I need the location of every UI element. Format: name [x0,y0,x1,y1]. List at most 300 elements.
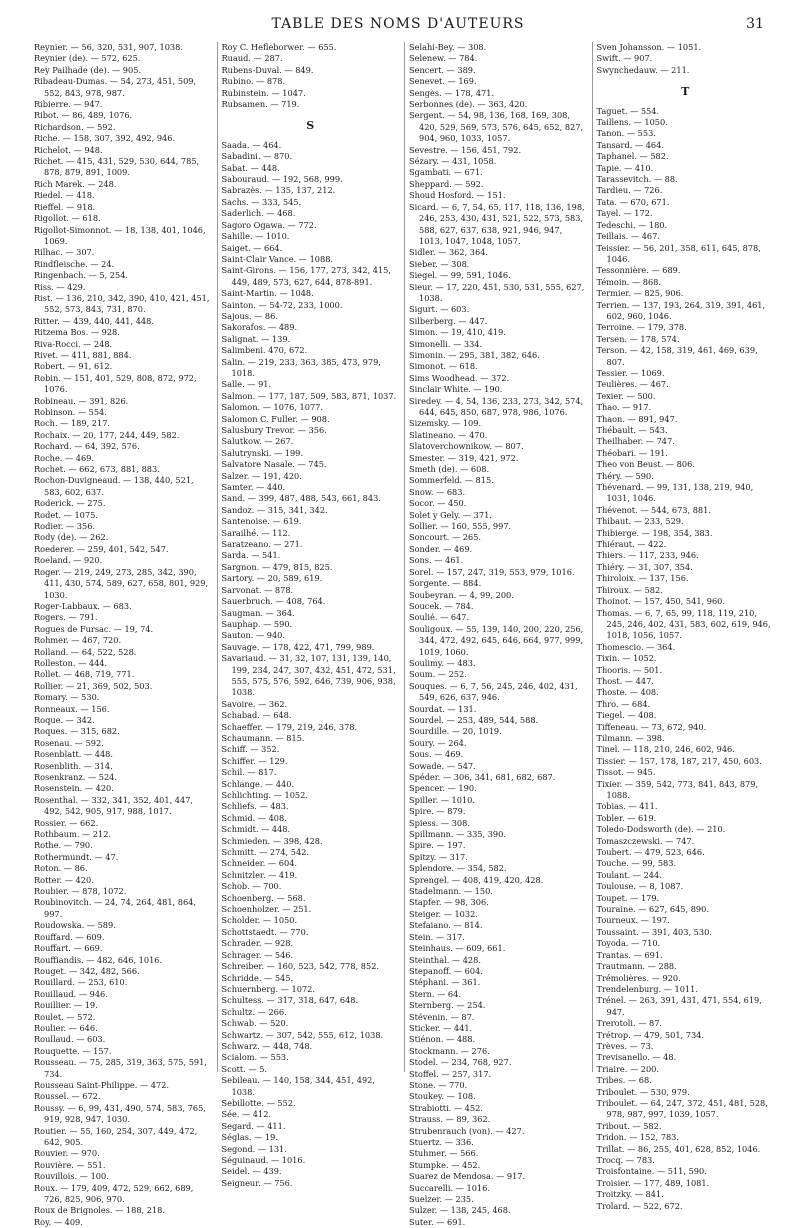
index-entry: Texier. — 500. [596,390,656,401]
index-entry: Suarez de Mendosa. — 917. [409,1171,526,1182]
index-entry: Sée. — 412. [221,1109,272,1120]
index-entry: Schreiber. — 160, 523, 542, 778, 852. [221,961,380,972]
index-entry: Schmitt. — 274, 542. [221,847,309,858]
index-entry: Salin. — 219, 233, 363, 385, 473, 979, 1018. [221,356,381,378]
index-entry: Tiegel. — 408. [596,710,657,721]
index-entry: Sartory. — 20, 589, 619. [221,573,323,584]
index-entry: Séglas. — 19. [221,1132,278,1143]
index-entry: Roger-Labbaux. — 683. [34,600,132,611]
index-entry: Slatineano. — 470. [409,429,488,440]
index-entry: Swynchedauw. — 211. [596,64,690,75]
index-entry: Roussel. — 672. [34,1091,101,1102]
index-entry: Stodel. — 234, 768, 927. [409,1057,512,1068]
index-entry: Thoinot. — 157, 450, 541, 960. [596,596,725,607]
index-column-2 [221,42,400,1188]
index-entry: Strauss. — 89, 362. [409,1114,491,1125]
index-entry: Tilmann. — 398. [596,732,665,743]
index-entry: Suelzer. — 235. [409,1194,474,1205]
index-entry: Robineau. — 391, 826. [34,395,129,406]
index-entry: Sargnon. — 479, 815, 825. [221,561,333,572]
index-entry: Rousseau. — 75, 285, 319, 363, 575, 591, 734. [34,1057,207,1079]
index-columns [34,42,774,1227]
index-entry: Toussaint. — 391, 403, 530. [596,926,712,937]
index-entry: Touche. — 99, 583. [596,858,677,869]
index-entry: Rouffiandis. — 482, 646, 1016. [34,954,163,965]
index-entry: Rouvier. — 970. [34,1148,100,1159]
index-entry: Taillens. — 1050. [596,117,668,128]
index-entry: Rogers. — 791. [34,612,98,623]
index-entry: Roubinovitch. — 24, 74, 264, 481, 864, 997. [34,897,196,919]
index-entry: Rouillier. — 19. [34,1000,98,1011]
index-entry: Rouget. — 342, 482, 566. [34,965,140,976]
index-entry: Roque. — 342. [34,714,95,725]
index-entry: Troisier. — 177, 489, 1081. [596,1177,710,1188]
index-entry: Sauton. — 940. [221,630,285,641]
index-entry: Rochard. — 64, 392, 576. [34,441,140,452]
index-entry: Salomon. — 1076, 1077. [221,402,323,413]
index-entry: Sourdat. — 131. [409,703,477,714]
index-entry: Rolleston. — 444. [34,657,108,668]
index-entry: Tridon. — 152, 783. [596,1132,679,1143]
index-entry: Rigollot-Simonnot. — 18, 138, 401, 1046, 1069. [34,224,206,246]
index-column-3 [409,42,587,1227]
index-entry: Sachs. — 333, 545. [221,196,302,207]
index-entry: Tixier. — 359, 542, 773, 841, 843, 879, 1088. [596,778,759,800]
index-entry: Rohmer. — 467, 720. [34,635,122,646]
index-entry: Theilhaber. — 747. [596,436,675,447]
index-entry: Ritter. — 439, 440, 441, 448. [34,315,154,326]
running-head [32,12,764,36]
index-entry: Sidler. — 362, 364. [409,247,489,258]
index-entry: Rubens-Duval. — 849. [221,64,314,75]
index-entry: Schiff. — 352. [221,744,280,755]
index-entry: Roulier. — 646. [34,1022,98,1033]
index-entry: Silberberg. — 447. [409,315,488,326]
index-entry: Reynier. — 56, 320, 531, 907, 1038. [34,42,183,52]
index-entry: Steinthal. — 428. [409,954,481,965]
index-entry: Toubert. — 479, 523, 646. [596,847,705,858]
index-entry: Touraine. — 627, 645, 890. [596,904,709,915]
index-entry: Thao. — 917. [596,402,652,413]
index-entry: Siredey. — 4, 54, 136, 233, 273, 342, 574, 644, 645, 850, 687, 978, 986, 1076. [409,395,584,417]
index-entry: Riss. — 429. [34,281,86,292]
index-entry: Rody (de). — 262. [34,532,109,543]
index-entry: Schwab. — 520. [221,1018,289,1029]
index-entry: Santenoise. — 619. [221,516,302,527]
index-entry: Spitzy. — 317. [409,851,468,862]
index-entry: Saiget. — 664. [221,242,283,253]
index-entry: Trantas. — 691. [596,949,663,960]
index-entry: Selenew. — 784. [409,53,478,64]
page-number: 31 [746,16,764,32]
index-entry: Richardson. — 592. [34,121,116,132]
index-entry: Roger. — 219, 249, 273, 285, 342, 390, 411, 430, 574, 589, 627, 658, 801, 929, 1030. [34,566,209,600]
index-entry: Sand. — 399, 487, 488, 543, 661, 843. [221,493,381,504]
index-column-1 [34,42,212,1227]
index-entry: Sonder. — 469. [409,543,473,554]
index-entry: Tessonnière. — 689. [596,265,681,276]
index-entry: Roederer. — 259, 401, 542, 547. [34,543,169,554]
index-entry: Stapfer. — 98, 306. [409,897,489,908]
index-entry: Rosenstein. — 420. [34,783,114,794]
index-entry: Roux. — 179, 409, 472, 529, 662, 689, 726, 825, 906, 970. [34,1182,194,1205]
index-entry: Simon. — 19, 410, 419. [409,327,506,338]
index-entry: Slatoverchownikow. — 807. [409,441,524,452]
index-entry: Teulières. — 467. [596,379,669,390]
index-entry: Schmieden. — 398, 428. [221,835,323,846]
index-entry: Salvatore Nasale. — 745. [221,459,327,470]
index-entry: Sven Johansson. — 1051. [596,42,702,52]
index-entry: Tapie. — 410. [596,162,654,173]
index-entry: Troisfontaine. — 511, 590. [596,1166,707,1177]
index-entry: Stein. — 317. [409,931,465,942]
index-entry: Savoire. — 362. [221,698,288,709]
index-entry: Saratzeano. — 271. [221,539,303,550]
index-entry: Saugman. — 364. [221,607,295,618]
index-entry: Rochaix. — 20, 177, 244, 449, 582. [34,429,180,440]
index-entry: Roullaud. — 603. [34,1034,106,1045]
index-entry: Sims Woodhead. — 372. [409,372,510,383]
index-entry: Thomas. — 6, 7, 65, 99, 118, 119, 210, 245, 246, 402, 431, 583, 602, 619, 946, 1018, 1056, 1057. [596,607,771,641]
index-entry: Stockmann. — 276. [409,1045,490,1056]
index-entry: Tinel. — 118, 210, 246, 602, 946. [596,744,735,755]
index-entry: Rich Marek. — 248. [34,178,117,189]
index-entry: Smeth (de). — 608. [409,464,490,475]
index-entry: Thomescio. — 364. [596,641,676,652]
index-entry: Solet y Gely. — 371. [409,509,492,520]
index-entry: Romary. — 530. [34,692,100,703]
index-entry: Rochet. — 662, 673, 881, 883. [34,464,160,475]
index-entry: Toulant. — 244. [596,869,662,880]
index-entry: Sommerfeld. — 815. [409,475,494,486]
index-entry: Simonelli. — 334. [409,338,483,349]
index-entry: Sagoro Ogawa. — 772. [221,219,317,230]
index-entry: Trétrop. — 479, 501, 734. [596,1029,704,1040]
index-entry: Sabadini. — 870. [221,151,293,162]
index-entry: Schil. — 817. [221,767,277,778]
index-entry: Salimbeni. 470, 672. [221,345,308,356]
index-entry: Schnitzler. — 419. [221,869,298,880]
index-entry: Salmon. — 177, 187, 509, 583, 871, 1037. [221,390,397,401]
index-entry: Thiéry. — 31, 307, 354. [596,561,693,572]
index-entry: Sarvonat. — 878. [221,584,294,595]
index-entry: Schlange. — 440. [221,778,295,789]
index-entry: Rosenau. — 592. [34,737,104,748]
index-entry: Taguet. — 554. [596,105,660,116]
index-entry: Schridde. — 545. [221,972,294,983]
index-entry: Stéphani. — 361. [409,977,481,988]
index-entry: Selahi-Bey. — 308. [409,42,487,52]
index-entry: Simonin. — 295, 381, 382, 646. [409,349,540,360]
index-entry: Trerotoli. — 87. [596,1018,663,1029]
index-entry: Schrader. — 928. [221,938,294,949]
index-entry: Sourdille. — 20, 1019. [409,726,502,737]
index-entry: Stoffel. — 257, 317. [409,1068,492,1079]
index-entry: Sauphap. — 590. [221,618,293,629]
index-entry: Schneider. — 604. [221,858,298,869]
index-entry: Stone. — 770. [409,1079,468,1090]
index-entry: Sebillotte. — 552. [221,1097,296,1108]
index-entry: Rosenblatt. — 448. [34,749,113,760]
index-entry: Sakorafos. — 489. [221,322,298,333]
index-entry: Soum. — 252. [409,669,467,680]
index-entry: Robin. — 151, 401, 529, 808, 872, 972, 1076. [34,372,197,395]
index-entry: Stuertz. — 336. [409,1137,474,1147]
index-entry: Savariaud. — 31, 32, 107, 131, 139, 140, 199, 234, 247, 307, 432, 451, 472, 531, 555, 575, 576, 592, 646, 739, 906, 938, 1038. [221,653,396,698]
index-entry: Toulouse. — 8, 1087. [596,881,684,892]
index-entry: Roy. — 409. [34,1216,83,1227]
index-entry: Sowade. — 547. [409,760,476,771]
index-entry: Stoukey. — 108. [409,1091,476,1102]
index-entry: Thost. — 447. [596,675,654,686]
index-entry: Tixin. — 1052. [596,653,657,664]
index-entry: Sarailhé. — 112. [221,527,291,538]
index-entry: Tribes. — 68. [596,1075,652,1086]
index-entry: Sorgente. — 884. [409,578,482,589]
index-entry: Tessier. — 1069. [596,367,665,378]
index-entry: Schmidt. — 448. [221,824,291,835]
index-entry: Saada. — 464. [221,139,282,150]
index-entry: Schultess. — 317, 318, 647, 648. [221,995,359,1006]
index-entry: Rouquette. — 157. [34,1045,112,1056]
index-entry: Schottstaedt. — 770. [221,926,309,937]
index-entry: Terroine. — 179, 378. [596,322,687,333]
index-entry: Théry. — 590. [596,470,654,481]
index-entry: Seigneur. — 756. [221,1177,293,1188]
index-entry: Sticker. — 441. [409,1022,473,1033]
index-entry: Rubsamen. — 719. [221,99,300,110]
index-entry: Rothe. — 790. [34,840,93,851]
index-entry: Salignat. — 139. [221,333,291,344]
index-entry: Triaire. — 200. [596,1063,659,1074]
index-entry: Sencert. — 389. [409,64,476,75]
index-entry: Ribierre. — 947. [34,99,103,110]
index-entry: Tansard. — 464. [596,139,664,150]
index-entry: Rollier. — 21, 369, 502, 503. [34,680,153,691]
index-entry: Rist. — 136, 210, 342, 390, 410, 421, 451, 552, 573, 843, 731, 870. [34,292,210,315]
index-entry: Souligoux. — 55, 139, 140, 200, 220, 256, 344, 472, 492, 645, 646, 664, 977, 999, 1019, 1060. [409,623,584,657]
index-entry: Roche. — 469. [34,452,95,463]
index-entry: Trillat. — 86, 255, 401, 628, 852, 1046. [596,1143,761,1154]
index-entry: Theo von Beust. — 806. [596,459,695,470]
index-entry: Tissot. — 945. [596,767,656,778]
index-entry: Rousseau Saint-Philippe. — 472. [34,1079,170,1090]
index-entry: Tardieu. — 726. [596,185,663,196]
index-entry: Schlichting. — 1052. [221,790,308,800]
index-entry: Teillais. — 467. [596,231,660,242]
index-entry: Sorel. — 157, 247, 319, 553, 979, 1016. [409,566,575,577]
index-entry: Thiroux. — 582. [596,584,663,595]
index-entry: Rouvillois. — 100. [34,1171,109,1182]
index-entry: Souques. — 6, 7, 56, 245, 246, 402, 431, 549, 626, 637, 946. [409,680,578,703]
index-entry: Sevestre. — 156, 451, 792. [409,144,522,155]
index-entry: Rolland. — 64, 522, 528. [34,646,137,657]
index-entry: Tersen. — 178, 574. [596,333,680,344]
index-entry: Scott. — 5. [221,1063,268,1074]
index-entry: Trénel. — 263, 391, 431, 471, 554, 619, 947. [596,995,762,1017]
index-entry: Thévenot. — 544, 673, 881. [596,504,711,515]
index-entry: Riva-Rocci. — 248. [34,338,113,349]
index-entry: Rodet. — 1075. [34,509,98,520]
index-entry: Rey Pailhade (de). — 905. [34,64,142,75]
index-entry: Tissier. — 157, 178, 187, 217, 450, 603. [596,755,762,766]
index-entry: Rogues de Fursac. — 19, 74. [34,623,154,634]
index-entry: Schoenholzer. — 251. [221,904,312,915]
index-entry: Saint-Girons. — 156, 177, 273, 342, 415, 449, 489, 573, 627, 644, 878-891. [221,265,391,287]
index-entry: Shoud Hosford. — 151. [409,190,506,201]
index-entry: Roux de Brignoles. — 188, 218. [34,1205,165,1216]
index-entry: Roques. — 315, 682. [34,726,120,737]
index-entry: Trevisanello. — 48. [596,1052,677,1063]
index-entry: Salomon C. Fuller. — 908. [221,413,330,424]
index-entry: Sabouraud. — 192, 568, 999. [221,174,343,185]
index-entry: Spiess. — 308. [409,817,470,828]
index-entry: Schabad. — 648. [221,710,292,721]
index-entry: Tobias. — 411. [596,801,658,812]
index-entry: Rindfleische. — 24. [34,258,115,269]
index-entry: Socor. — 450. [409,498,467,509]
index-entry: Sieber. — 308. [409,258,470,269]
index-entry: Spillmann. — 335, 390. [409,829,506,840]
index-entry: Tiffeneau. — 73, 672, 940. [596,721,707,732]
index-entry: Schob. — 700. [221,881,282,892]
index-entry: Soury. — 264. [409,737,467,748]
index-entry: Sourdel. — 253, 489, 544, 588. [409,714,539,725]
index-entry: Sengès. — 178, 471. [409,87,495,98]
index-entry: Strubenrauch (von). — 427. [409,1125,525,1136]
index-entry: Tribout. — 582. [596,1120,662,1131]
index-entry: Schrager. — 546. [221,949,294,960]
page-title: TABLE DES NOMS D'AUTEURS [271,16,525,32]
index-entry: Soulié. — 647. [409,612,470,623]
index-entry: Tedeschi. — 180. [596,219,668,230]
index-entry: Taphanel. — 582. [596,151,669,162]
index-entry: Schultz. — 266. [221,1006,287,1017]
index-entry: Trémolières. — 920. [596,972,681,983]
index-entry: Sprengel. — 408, 419, 420, 428. [409,874,544,885]
index-entry: Sabat. — 448. [221,162,280,173]
index-entry: Tata. — 670, 671. [596,196,670,207]
index-entry: Terrien. — 137, 193, 264, 319, 391, 461, 602, 960, 1046. [596,299,766,321]
index-entry: Rotter. — 420. [34,874,94,885]
index-entry: Trèves. — 73. [596,1040,654,1051]
index-entry: Roton. — 86. [34,863,88,874]
index-entry: Rothbaum. — 212. [34,829,112,840]
index-entry: Roudowska. — 589. [34,920,116,931]
index-entry: Sous. — 469. [409,749,464,760]
index-entry: Thiéraut. — 422. [596,539,667,550]
index-entry: Stefaiano. — 814. [409,920,483,931]
index-entry: Thro. — 684. [596,698,651,709]
index-entry: Stévenin. — 87. [409,1011,475,1022]
index-entry: Swift. — 907. [596,53,653,64]
index-entry: Thiers. — 117, 233, 946. [596,550,699,561]
index-entry: Rivet. — 411, 881, 884. [34,349,132,360]
index-entry: Stuhmer. — 566. [409,1148,479,1159]
index-entry: Théobari. — 191. [596,447,668,458]
index-entry: Témoin. — 868. [596,276,661,287]
index-entry: Ritzema Bos. — 928. [34,327,120,338]
index-entry: Terson. — 42, 158, 319, 461, 469, 639, 807. [596,345,758,367]
index-entry: Toupet. — 179. [596,892,660,903]
index-entry: Tobler. — 619. [596,812,657,823]
index-entry: Rilhac. — 307. [34,247,95,258]
index-entry: Saint-Clair Vance. — 1088. [221,253,334,264]
index-entry: Segard. — 411. [221,1120,286,1131]
index-entry: Trautmann. — 288. [596,961,677,972]
index-entry: Troitzky. — 841. [596,1189,664,1200]
index-entry: Soulimy. — 483. [409,657,476,668]
index-entry: Simonot. — 618. [409,361,478,372]
index-entry: Thébault. — 543. [596,425,668,435]
index-entry: Scholder. — 1050. [221,915,298,926]
index-entry: Toledo-Dodsworth (de). — 210. [596,824,726,835]
index-entry: Ruaud. — 287. [221,53,283,64]
index-entry: Thibierge. — 198, 354, 383. [596,527,713,538]
index-entry: Stepanoff. — 604. [409,965,483,976]
index-entry: Termier. — 825, 906. [596,288,684,299]
index-entry: Spire. — 879. [409,806,466,817]
index-entry: Sajous. — 86. [221,310,278,321]
index-entry: Séguinaud. — 1016. [221,1155,306,1165]
index-entry: Roderick. — 275. [34,498,106,509]
index-entry: Stumpke. — 452. [409,1159,481,1170]
index-entry: Schaumann. — 815. [221,732,305,743]
index-entry: Strabiotti. — 452. [409,1102,483,1113]
index-entry: Sainton. — 54-72, 233, 1000. [221,299,343,310]
index-entry: Rodier. — 356. [34,521,96,532]
index-entry: Thooris. — 501. [596,664,663,675]
index-entry: Sieur. — 17, 220, 451, 530, 531, 555, 627, 1038. [409,281,585,303]
index-entry: Soubeyran. — 4, 99, 200. [409,589,514,600]
index-entry: Toyoda. — 710. [596,938,661,949]
index-entry: Riche. — 158, 307, 392, 492, 946. [34,133,176,144]
index-entry: Thiroloix. — 137, 156. [596,573,689,584]
index-entry: Routier. — 55, 160, 254, 307, 449, 472, 642, 905. [34,1125,198,1147]
index-entry: Rothermundt. — 47. [34,851,119,862]
index-entry: Snow. — 683. [409,486,466,497]
index-entry: Rubinstein. — 1047. [221,87,306,98]
index-entry: Stern. — 64. [409,988,461,999]
index-entry: Tayel. — 172. [596,208,653,219]
index-entry: Sizemsky. — 109. [409,418,482,429]
index-entry: Schliefs. — 483. [221,801,289,812]
index-entry: Spéder. — 306, 341, 681, 682, 687. [409,772,556,782]
index-entry: Steinhaus. — 609, 661. [409,943,506,954]
index-entry: Rosenblith. — 314. [34,760,113,771]
index-entry: Seidel. — 439. [221,1166,282,1177]
index-entry: Robinson. — 554. [34,407,107,417]
index-entry: Schoenberg. — 568. [221,892,306,903]
index-entry: Rollet. — 468, 719, 771. [34,669,135,680]
index-entry: Salusbury Trevor. — 356. [221,425,327,435]
index-entry: Tanon. — 553. [596,128,656,139]
index-entry: Stadelmann. — 150. [409,886,493,897]
index-entry: Teissier. — 56, 201, 358, 611, 645, 878, 1046. [596,242,761,264]
index-entry: Steiger. — 1032. [409,908,478,919]
index-entry: Rosenthal. — 332, 341, 352, 401, 447, 492, 542, 905, 917, 988, 1017. [34,794,194,817]
index-entry: Saint-Martin. — 1048. [221,288,314,299]
index-entry: Sons. — 461. [409,555,464,566]
index-column-4 [596,42,775,1211]
index-entry: Richet. — 415, 431, 529, 530, 644, 785, 878, 879, 891, 1009. [34,156,200,178]
index-entry: Tomaszczewski. — 747. [596,835,695,846]
index-entry: Schmid. — 408. [221,812,287,823]
index-entry: Senevet. — 169. [409,76,477,87]
index-entry: Sulzer. — 138, 245, 468. [409,1205,511,1216]
index-entry: Samter. — 440. [221,482,286,493]
index-entry: Tourneux. — 197. [596,915,670,926]
